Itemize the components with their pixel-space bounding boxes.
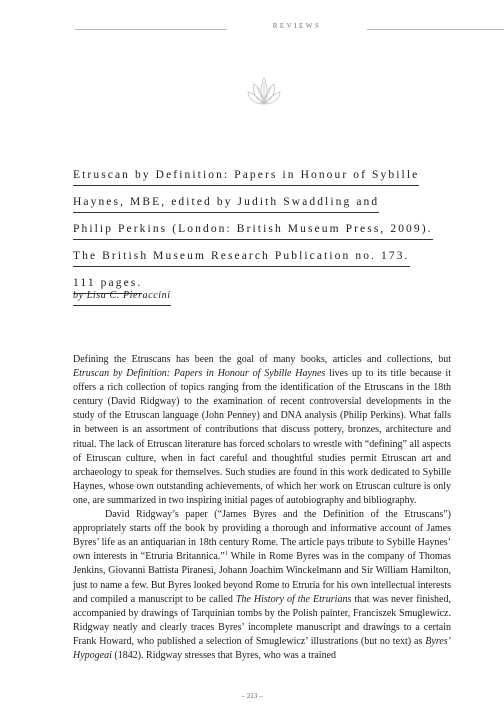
running-header [75, 22, 450, 36]
text-run: While in Rome Byres was in the company of Thomas Jenkins, Giovanni Battista Piranesi, Johann Joachim Winckelmann and Sir William Hamilton, just to name a few. But Byres looked beyond Rome to Etruria for his own intellectual interests and compiled a manuscript to be called [73, 551, 451, 605]
text-run: lives up to its title because it offers a rich collection of topics ranging from the identification of the Etruscans in the 18th century (David Ridgway) to the examination of recent controversial developments in the study of the Etruscan language (John Penney) and DNA analysis (Philip Perkins). What falls in between is an assortment of contributions that discuss pottery, bronzes, architecture and ritual. The lack of Etruscan literature has forced scholars to wrestle with “defining” all aspects of Etruscan culture, when in fact careful and thoughtful studies permit Etruscan art and archaeology to speak for themselves. Such studies are found in this work dedicated to Sybille Haynes, whose own outstanding achievements, of which her work on Etruscan culture is only one, are summarized in two inspiring initial pages of autobiography and bibliography. [73, 368, 451, 506]
title-line: Philip Perkins (London: British Museum Press, 2009). [73, 222, 433, 240]
text-run: (1842). Ridgway stresses that Byres, who was a trained [111, 649, 337, 661]
review-body [73, 353, 451, 663]
paragraph [73, 353, 451, 508]
work-title: The History of the Etrurians [235, 593, 352, 605]
page-number: – 213 – [241, 692, 263, 700]
header-rule-left [75, 29, 227, 30]
paragraph [73, 508, 451, 663]
review-title [73, 165, 453, 300]
footnote-marker[interactable]: 1 [224, 551, 228, 558]
author-byline: by Lisa C. Pieraccini [73, 290, 171, 306]
work-title: Byres’ Hypogeai [73, 635, 451, 661]
text-run: that was never finished, accompanied by drawings of Tarquinian tombs by the Polish painter, Franciszek Smuglewicz. Ridgway neatly and clearly traces Byres’ incomplete manuscript and drawings to a certain Frank Howard, who published a selection of Smuglewicz’ illustrations (but no text) as [73, 593, 451, 647]
title-line: Haynes, MBE, edited by Judith Swaddling and [73, 195, 379, 213]
text-run: Defining the Etruscans has been the goal of many books, articles and collections, but [73, 354, 451, 365]
section-label: REVIEWS [272, 22, 322, 30]
lotus-flower-icon [246, 74, 282, 108]
title-line: Etruscan by Definition: Papers in Honour of Sybille [73, 168, 419, 186]
book-title: Etruscan by Definition: Papers in Honour of Sybille Haynes [73, 368, 326, 380]
title-line: The British Museum Research Publication no. 173. [73, 249, 410, 267]
title-line: 111 pages. [73, 276, 142, 294]
header-rule-right [367, 29, 504, 30]
text-run: David Ridgway’s paper (“James Byres and the Definition of the Etruscans”) appropriately starts off the book by providing a thorough and informative account of James Byres’ life as an antiquarian in 18th century Rome. The article pays tribute to Sybille Haynes’ own interests in “Etruria Britannica.” [73, 509, 451, 563]
